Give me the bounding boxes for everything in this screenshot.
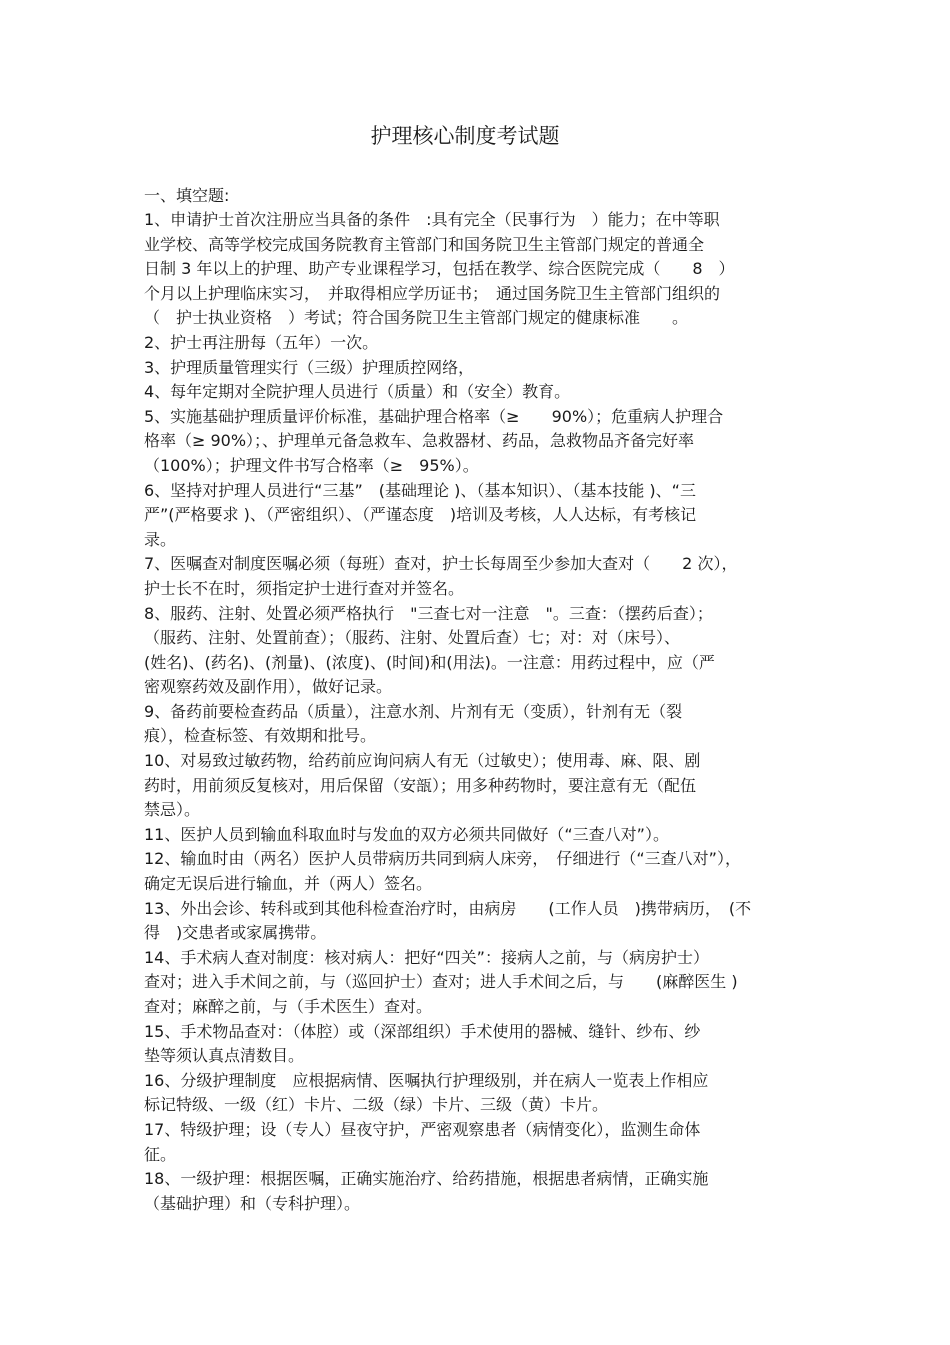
question-item [144,1167,814,1216]
question-line: 15、手术物品查对：（体腔）或（深部组织）手术使用的器械、缝针、纱布、纱 [144,1021,701,1041]
question-line: 痕），检查标签、有效期和批号。 [144,726,377,746]
question-item [144,479,814,553]
question-item [144,356,814,381]
question-line: 4、每年定期对全院护理人员进行（质量）和（安全）教育。 [144,382,571,402]
question-line: 格率（≥ 90%）；、护理单元备急救车、急救器材、药品，急救物品齐备完好率 [144,431,695,451]
question-line: 垫等须认真点清数目。 [144,1046,305,1066]
question-line: 5、实施基础护理质量评价标准，基础护理合格率（≥ 90%）；危重病人护理合 [144,406,724,426]
question-item [144,847,814,896]
question-item [144,749,814,823]
document-title: 护理核心制度考试题 [370,124,560,148]
question-item [144,380,814,405]
question-line: 7、医嘱查对制度医嘱必须（每班）查对，护士长每周至少参加大查对（ 2 次）， [144,554,738,574]
question-line: 11、医护人员到输血科取血时与发血的双方必须共同做好（“三查八对”）。 [144,824,669,844]
question-item [144,1118,814,1167]
question-line: 严”(严格要求 )、（严密组织）、（严谨态度 )培训及考核，人人达标，有考核记 [144,505,697,525]
question-line: 密观察药效及副作用），做好记录。 [144,677,393,697]
question-item [144,700,814,749]
question-item [144,552,814,601]
question-item [144,1020,814,1069]
document-body [144,184,814,1216]
question-line: 1、申请护士首次注册应当具备的条件 :具有完全（民事行为 ）能力；在中等职 [144,210,720,229]
question-line: 3、护理质量管理实行（三级）护理质控网络， [144,357,475,377]
question-line: （服药、注射、处置前查）；（服药、注射、处置后查）七；对：对（床号）、 [144,628,681,648]
question-item [144,946,814,1020]
question-line: 业学校、高等学校完成国务院教育主管部门和国务院卫生主管部门规定的普通全 [144,234,705,254]
question-line: 查对；麻醉之前，与（手术医生）查对。 [144,997,433,1016]
question-line: 8、服药、注射、处置必须严格执行 "三查七对一注意 "。三查：（摆药后查）； [144,603,713,623]
question-line: 12、输血时由（两名）医护人员带病历共同到病人床旁， 仔细进行（“三查八对”）， [144,849,741,869]
question-item [144,897,814,946]
question-line: 日制 3 年以上的护理、助产专业课程学习，包括在教学、综合医院完成（ 8 ） [144,259,735,279]
question-line: 征。 [144,1144,177,1164]
question-item [144,823,814,848]
question-line: （100%）；护理文件书写合格率（≥ 95%）。 [144,455,479,475]
question-line: 录。 [144,529,177,549]
question-line: 确定无误后进行输血，并（两人）签名。 [144,874,433,894]
question-line: 10、对易致过敏药物，给药前应询问病人有无（过敏史）；使用毒、麻、限、剧 [144,751,701,771]
question-line: 6、坚持对护理人员进行“三基” (基础理论 )、（基本知识）、（基本技能 )、“三 [144,480,696,500]
question-item [144,602,814,700]
question-line: 9、备药前要检查药品（质量），注意水剂、片剂有无（变质），针剂有无（裂 [144,701,683,721]
question-line: 17、特级护理；设（专人）昼夜守护，严密观察患者（病情变化），监测生命体 [144,1119,701,1139]
question-line: 护士长不在时，须指定护士进行查对并签名。 [144,578,465,598]
question-line: 18、一级护理：根据医嘱，正确实施治疗、给药措施，根据患者病情，正确实施 [144,1169,709,1189]
question-item [144,208,814,331]
question-line: （基础护理）和（专科护理）。 [144,1193,361,1213]
question-item [144,1069,814,1118]
question-line: 得 )交患者或家属携带。 [144,923,327,943]
question-item [144,405,814,479]
question-line: 14、手术病人查对制度：核对病人：把好“四关”：接病人之前，与（病房护士） [144,947,709,967]
question-line: 禁忌）。 [144,800,201,820]
question-line: 药时，用前须反复核对，用后保留（安瓿）；用多种药物时，要注意有无（配伍 [144,775,697,795]
question-line: 标记特级、一级（红）卡片、二级（绿）卡片、三级（黄）卡片。 [144,1095,609,1115]
question-line: （ 护士执业资格 ）考试；符合国务院卫生主管部门规定的健康标准 。 [144,308,689,328]
question-item [144,331,814,356]
question-line: 2、护士再注册每（五年）一次。 [144,332,379,352]
question-line: 16、分级护理制度 应根据病情、医嘱执行护理级别，并在病人一览表上作相应 [144,1070,709,1090]
question-line: 查对；进入手术间之前，与（巡回护士）查对；进人手术间之后，与 (麻醉医生 ) [144,972,738,992]
question-line: 个月以上护理临床实习， 并取得相应学历证书； 通过国务院卫生主管部门组织的 [144,283,721,303]
section-heading: 一、填空题: [144,186,230,205]
question-line: (姓名)、(药名)、(剂量)、(浓度)、(时间)和(用法)。一注意：用药过程中，应（严 [144,652,715,672]
question-line: 13、外出会诊、转科或到其他科检查治疗时，由病房 (工作人员 )携带病历， (不 [144,898,752,918]
